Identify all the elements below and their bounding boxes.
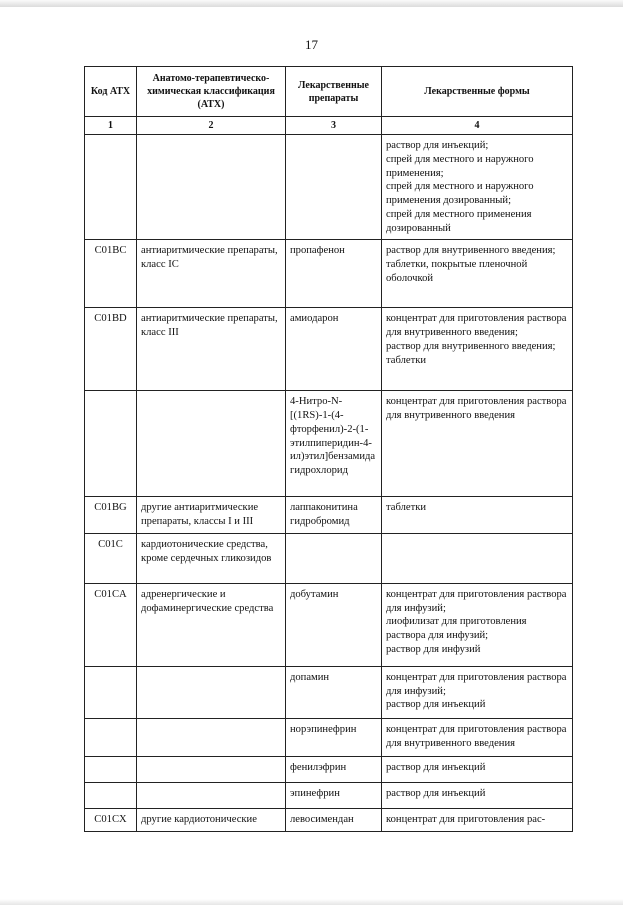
drug-name-cell: 4-Нитро-N-[(1RS)-1-(4-фторфенил)-2-(1-этилпиперидин-4-ил)этил]бензамида гидрохлорид bbox=[286, 391, 382, 497]
top-scan-edge bbox=[0, 0, 623, 7]
dosage-form-line: раствор для внутривенного введения; bbox=[386, 340, 556, 352]
table-row bbox=[85, 497, 573, 534]
dosage-form-line: лиофилизат для приготовления раствора для инфузий; bbox=[386, 616, 527, 642]
dosage-forms-cell bbox=[382, 583, 573, 666]
dosage-form-line: концентрат для приготовления раствора для внутривенного введения bbox=[386, 723, 567, 749]
drug-name-cell: норэпинефрин bbox=[286, 718, 382, 756]
dosage-form-line: таблетки bbox=[386, 502, 427, 514]
dosage-forms-cell bbox=[382, 533, 573, 583]
atx-code-cell bbox=[85, 718, 137, 756]
atx-code-cell bbox=[85, 391, 137, 497]
dosage-forms-cell bbox=[382, 756, 573, 782]
column-number-2: 2 bbox=[137, 117, 286, 135]
atx-classification-cell: антиаритмические препараты, класс III bbox=[137, 308, 286, 391]
atx-classification-cell bbox=[137, 718, 286, 756]
atx-classification-cell: кардиотонические средства, кроме сердечных гликозидов bbox=[137, 533, 286, 583]
dosage-form-line: концентрат для приготовления раствора для инфузий; bbox=[386, 588, 567, 614]
table-row bbox=[85, 240, 573, 308]
table-row bbox=[85, 391, 573, 497]
dosage-form-line: спрей для местного и наружного применения; bbox=[386, 153, 534, 179]
column-number-3: 3 bbox=[286, 117, 382, 135]
atx-code-cell bbox=[85, 666, 137, 718]
atx-classification-cell bbox=[137, 391, 286, 497]
atx-classification-cell bbox=[137, 782, 286, 808]
atx-code-cell bbox=[85, 756, 137, 782]
drug-name-cell: эпинефрин bbox=[286, 782, 382, 808]
dosage-forms-cell bbox=[382, 308, 573, 391]
atx-drug-table bbox=[84, 66, 573, 832]
atx-classification-cell: другие антиаритмические препараты, классы I и III bbox=[137, 497, 286, 534]
atx-code-cell: C01BC bbox=[85, 240, 137, 308]
drug-name-cell: лаппаконитина гидробромид bbox=[286, 497, 382, 534]
dosage-forms-cell bbox=[382, 666, 573, 718]
atx-classification-cell bbox=[137, 135, 286, 240]
dosage-forms-cell bbox=[382, 391, 573, 497]
dosage-form-line: концентрат для приготовления раствора для инфузий; bbox=[386, 671, 567, 697]
atx-classification-cell: антиаритмические препараты, класс IC bbox=[137, 240, 286, 308]
dosage-form-line: таблетки bbox=[386, 354, 427, 366]
drug-name-cell: допамин bbox=[286, 666, 382, 718]
dosage-form-line: раствор для инъекций bbox=[386, 787, 486, 799]
dosage-forms-cell bbox=[382, 808, 573, 831]
dosage-form-line: таблетки, покрытые пленочной оболочкой bbox=[386, 259, 528, 284]
table-row bbox=[85, 135, 573, 240]
header-drugs: Лекарственные препараты bbox=[286, 67, 382, 117]
bottom-scan-edge bbox=[0, 899, 623, 905]
atx-classification-cell bbox=[137, 666, 286, 718]
dosage-forms-cell bbox=[382, 497, 573, 534]
drug-name-cell bbox=[286, 533, 382, 583]
dosage-form-line: раствор для инъекций bbox=[386, 699, 486, 711]
table-row bbox=[85, 808, 573, 831]
table-row bbox=[85, 782, 573, 808]
dosage-forms-cell bbox=[382, 240, 573, 308]
dosage-form-line: концентрат для приготовления раствора для внутривенного введения; bbox=[386, 313, 567, 339]
dosage-forms-cell bbox=[382, 135, 573, 240]
dosage-form-line: концентрат для приготовления раствора для внутривенного введения bbox=[386, 396, 567, 422]
dosage-form-line: раствор для инфузий bbox=[386, 643, 481, 655]
column-number-1: 1 bbox=[85, 117, 137, 135]
header-atx-classification: Анатомо-терапевтическо-химическая классификация (АТХ) bbox=[137, 67, 286, 117]
table-row bbox=[85, 583, 573, 666]
page-number: 17 bbox=[305, 37, 318, 52]
table-row bbox=[85, 718, 573, 756]
dosage-form-line: спрей для местного применения дозированный bbox=[386, 208, 532, 234]
drug-name-cell: левосимендан bbox=[286, 808, 382, 831]
atx-code-cell: C01CX bbox=[85, 808, 137, 831]
atx-classification-cell: адренергические и дофаминергические средства bbox=[137, 583, 286, 666]
table-row bbox=[85, 756, 573, 782]
atx-code-cell: C01BD bbox=[85, 308, 137, 391]
dosage-forms-cell bbox=[382, 782, 573, 808]
atx-code-cell: C01BG bbox=[85, 497, 137, 534]
drug-name-cell: добутамин bbox=[286, 583, 382, 666]
column-number-4: 4 bbox=[382, 117, 573, 135]
header-atx-code: Код АТХ bbox=[85, 67, 137, 117]
drug-name-cell: амиодарон bbox=[286, 308, 382, 391]
atx-classification-cell: другие кардиотонические bbox=[137, 808, 286, 831]
drug-name-cell: фенилэфрин bbox=[286, 756, 382, 782]
table-row bbox=[85, 308, 573, 391]
dosage-forms-cell bbox=[382, 718, 573, 756]
atx-code-cell bbox=[85, 135, 137, 240]
header-dosage-forms: Лекарственные формы bbox=[382, 67, 573, 117]
table-row bbox=[85, 666, 573, 718]
dosage-form-line: раствор для инъекций bbox=[386, 761, 486, 773]
table-header-row bbox=[85, 67, 573, 117]
drug-name-cell: пропафенон bbox=[286, 240, 382, 308]
drug-name-cell bbox=[286, 135, 382, 240]
dosage-form-line: спрей для местного и наружного применения дозированный; bbox=[386, 181, 534, 207]
column-number-row bbox=[85, 117, 573, 135]
atx-code-cell: C01CA bbox=[85, 583, 137, 666]
table-row bbox=[85, 533, 573, 583]
atx-code-cell bbox=[85, 782, 137, 808]
dosage-form-line: концентрат для приготовления рас- bbox=[386, 813, 546, 825]
atx-code-cell: C01C bbox=[85, 533, 137, 583]
atx-classification-cell bbox=[137, 756, 286, 782]
dosage-form-line: раствор для инъекций; bbox=[386, 140, 489, 151]
dosage-form-line: раствор для внутривенного введения; bbox=[386, 245, 556, 257]
